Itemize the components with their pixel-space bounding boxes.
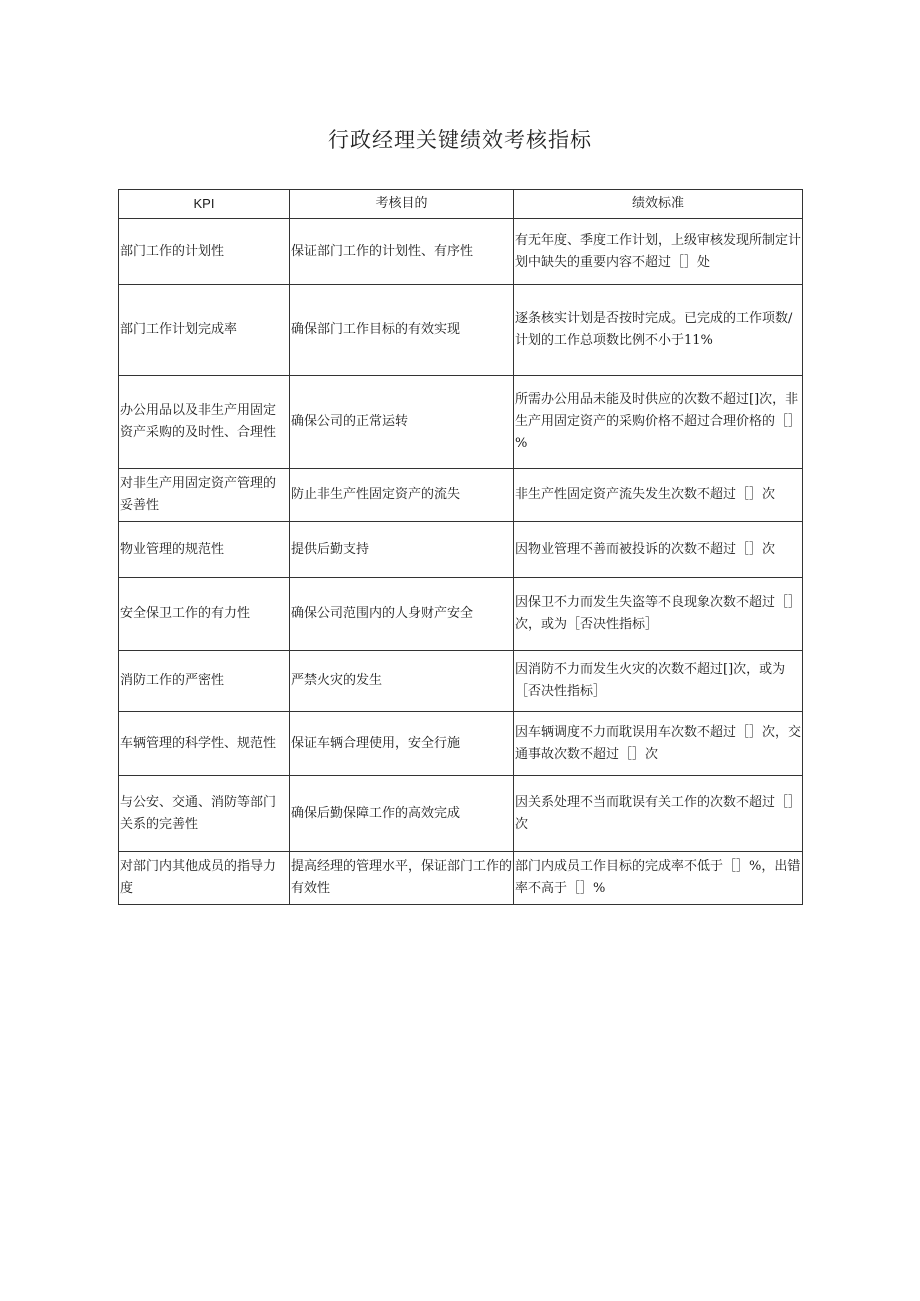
cell-purpose: 防止非生产性固定资产的流失 [290, 469, 514, 522]
cell-kpi: 部门工作的计划性 [119, 219, 290, 285]
table-row [119, 578, 803, 651]
cell-standard: 有无年度、季度工作计划，上级审核发现所制定计划中缺失的重要内容不超过［］处 [514, 219, 803, 285]
cell-kpi: 对部门内其他成员的指导力度 [119, 852, 290, 905]
header-purpose: 考核目的 [290, 190, 514, 219]
cell-standard: 因关系处理不当而耽误有关工作的次数不超过［］次 [514, 776, 803, 852]
cell-standard: 非生产性固定资产流失发生次数不超过［］次 [514, 469, 803, 522]
cell-standard: 因消防不力而发生火灾的次数不超过[]次，或为［否决性指标］ [514, 651, 803, 712]
cell-standard: 因车辆调度不力而耽误用车次数不超过［］次，交通事故次数不超过［］次 [514, 712, 803, 776]
table-row [119, 712, 803, 776]
cell-standard: 因保卫不力而发生失盗等不良现象次数不超过［］次，或为［否决性指标］ [514, 578, 803, 651]
page-title: 行政经理关键绩效考核指标 [328, 128, 592, 152]
cell-kpi: 对非生产用固定资产管理的妥善性 [119, 469, 290, 522]
table-row [119, 852, 803, 905]
cell-standard: 所需办公用品未能及时供应的次数不超过[]次，非生产用固定资产的采购价格不超过合理价格的［］% [514, 376, 803, 469]
table-header-row [119, 190, 803, 219]
cell-purpose: 提供后勤支持 [290, 522, 514, 578]
cell-purpose: 保证车辆合理使用，安全行施 [290, 712, 514, 776]
table-row [119, 285, 803, 376]
table-row [119, 522, 803, 578]
table-row [119, 469, 803, 522]
cell-standard: 因物业管理不善而被投诉的次数不超过［］次 [514, 522, 803, 578]
cell-purpose: 确保部门工作目标的有效实现 [290, 285, 514, 376]
cell-kpi: 物业管理的规范性 [119, 522, 290, 578]
cell-purpose: 提高经理的管理水平，保证部门工作的有效性 [290, 852, 514, 905]
table-row [119, 651, 803, 712]
cell-purpose: 确保公司范围内的人身财产安全 [290, 578, 514, 651]
table-row [119, 376, 803, 469]
header-standard: 绩效标准 [514, 190, 803, 219]
cell-kpi: 车辆管理的科学性、规范性 [119, 712, 290, 776]
cell-standard: 逐条核实计划是否按时完成。已完成的工作项数/计划的工作总项数比例不小于11% [514, 285, 803, 376]
cell-kpi: 办公用品以及非生产用固定资产采购的及时性、合理性 [119, 376, 290, 469]
cell-purpose: 确保公司的正常运转 [290, 376, 514, 469]
cell-kpi: 消防工作的严密性 [119, 651, 290, 712]
kpi-table [118, 189, 803, 905]
cell-kpi: 与公安、交通、消防等部门关系的完善性 [119, 776, 290, 852]
header-kpi: KPI [119, 190, 290, 219]
table-row [119, 219, 803, 285]
cell-kpi: 安全保卫工作的有力性 [119, 578, 290, 651]
table-row [119, 776, 803, 852]
cell-standard: 部门内成员工作目标的完成率不低于［］%，出错率不高于［］% [514, 852, 803, 905]
cell-purpose: 严禁火灾的发生 [290, 651, 514, 712]
cell-kpi: 部门工作计划完成率 [119, 285, 290, 376]
cell-purpose: 确保后勤保障工作的高效完成 [290, 776, 514, 852]
cell-purpose: 保证部门工作的计划性、有序性 [290, 219, 514, 285]
